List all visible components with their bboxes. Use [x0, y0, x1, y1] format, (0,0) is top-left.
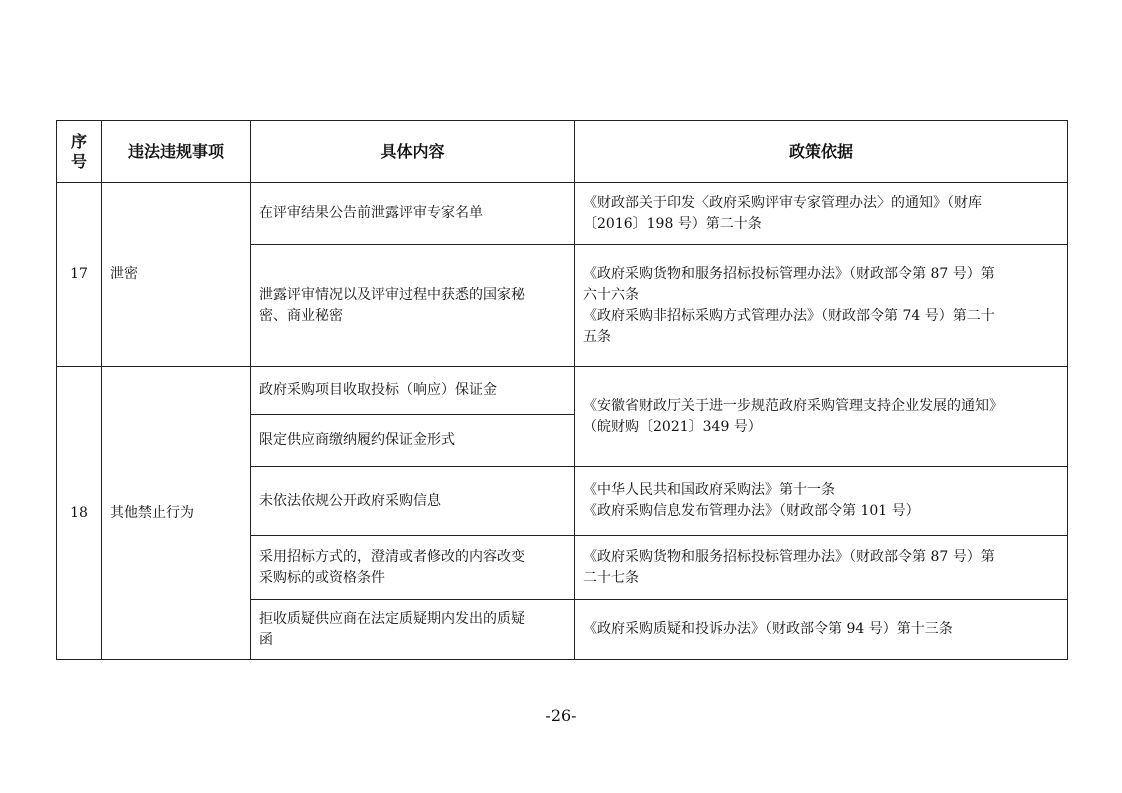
header-policy-basis: 政策依据 [575, 121, 1068, 183]
content-cell [251, 245, 575, 367]
basis-line: 《政府采购信息发布管理办法》（财政部令第 101 号） [583, 503, 920, 519]
basis-line: 《中华人民共和国政府采购法》第十一条 [583, 482, 835, 498]
basis-line: 五条 [583, 328, 611, 345]
violation-item: 泄密 [102, 183, 251, 367]
basis-cell [575, 183, 1068, 245]
basis-cell [575, 467, 1068, 536]
basis-line: （皖财购〔2021〕349 号） [583, 418, 762, 435]
content-line: 拒收质疑供应商在法定质疑期内发出的质疑 [259, 610, 525, 627]
content-line: 限定供应商缴纳履约保证金形式 [259, 432, 455, 448]
header-specific-content: 具体内容 [251, 121, 575, 183]
content-cell [251, 183, 575, 245]
content-line: 政府采购项目收取投标（响应）保证金 [259, 382, 497, 398]
content-line: 泄露评审情况以及评审过程中获悉的国家秘 [259, 286, 525, 303]
policy-table [56, 120, 1068, 660]
basis-line: 六十六条 [583, 286, 639, 303]
row-number: 18 [57, 367, 102, 660]
content-line: 采购标的或资格条件 [259, 569, 385, 586]
basis-line: 《政府采购质疑和投诉办法》（财政部令第 94 号）第十三条 [583, 621, 953, 637]
table-header-row [57, 121, 1068, 183]
header-number-line2: 号 [70, 151, 87, 171]
content-line: 函 [259, 631, 273, 648]
content-line: 未依法依规公开政府采购信息 [259, 492, 441, 509]
page-number: -26- [545, 706, 577, 725]
table-row [57, 183, 1068, 245]
basis-line: 《政府采购货物和服务招标投标管理办法》（财政部令第 87 号）第 [583, 265, 995, 282]
header-number-line1: 序 [70, 131, 87, 151]
violation-item: 其他禁止行为 [102, 367, 251, 660]
basis-cell [575, 600, 1068, 660]
content-cell [251, 367, 575, 415]
content-cell [251, 600, 575, 660]
content-cell [251, 415, 575, 467]
basis-line: 《财政部关于印发〈政府采购评审专家管理办法〉的通知》（财库 [583, 194, 982, 211]
basis-line: 〔2016〕198 号）第二十条 [583, 215, 762, 232]
basis-cell [575, 367, 1068, 467]
content-line: 采用招标方式的，澄清或者修改的内容改变 [259, 548, 525, 565]
basis-line: 二十七条 [583, 569, 639, 586]
content-line: 在评审结果公告前泄露评审专家名单 [259, 205, 483, 221]
basis-line: 《政府采购货物和服务招标投标管理办法》（财政部令第 87 号）第 [583, 548, 995, 565]
content-cell [251, 467, 575, 536]
basis-line: 《安徽省财政厅关于进一步规范政府采购管理支持企业发展的通知》 [583, 397, 1003, 414]
row-number: 17 [57, 183, 102, 367]
header-number [57, 121, 102, 183]
content-line: 密、商业秘密 [259, 307, 343, 324]
basis-line: 《政府采购非招标采购方式管理办法》（财政部令第 74 号）第二十 [583, 307, 995, 324]
table-row [57, 367, 1068, 415]
content-cell [251, 536, 575, 600]
basis-cell [575, 245, 1068, 367]
header-violation-item: 违法违规事项 [102, 121, 251, 183]
basis-cell [575, 536, 1068, 600]
